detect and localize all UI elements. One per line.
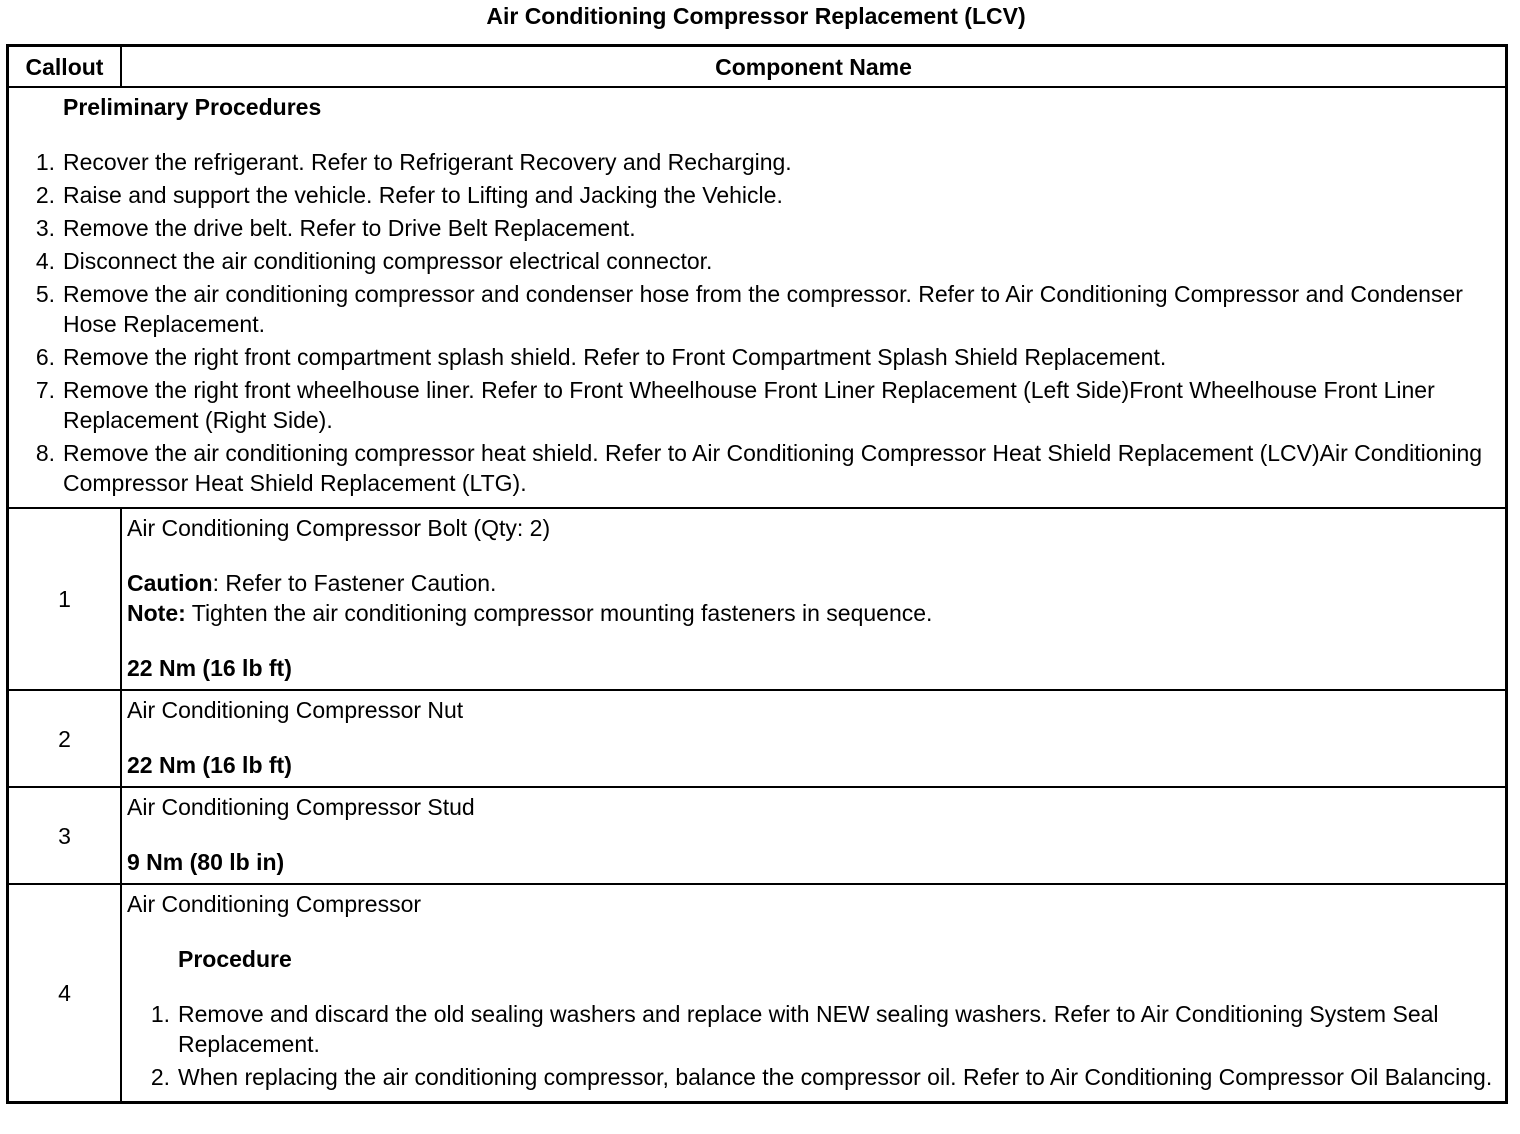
list-item: 2. When replacing the air conditioning compressor, balance the compressor oil. Refer to Air Conditioning Compressor Oil Balancing. [150, 1064, 1493, 1090]
caution-line [127, 568, 1497, 598]
list-item: 8. Remove the air conditioning compressor heat shield. Refer to Air Conditioning Compressor Heat Shield Replacement (LCV)Air Conditioning Compressor Heat Shield Replacement (LTG). [35, 440, 1483, 496]
component-name: Air Conditioning Compressor [127, 891, 422, 917]
callout-cell: 3 [8, 787, 122, 884]
component-name: Air Conditioning Compressor Bolt (Qty: 2) [127, 515, 551, 541]
document-title: Air Conditioning Compressor Replacement (LCV) [486, 3, 1026, 29]
note-text: Tighten the air conditioning compressor mounting fasteners in sequence. [185, 600, 933, 626]
list-item: 6. Remove the right front compartment splash shield. Refer to Front Compartment Splash Shield Replacement. [35, 344, 1167, 370]
caution-label: Caution [127, 570, 213, 596]
list-item: 7. Remove the right front wheelhouse liner. Refer to Front Wheelhouse Front Liner Replacement (Left Side)Front Wheelhouse Front Liner Replacement (Right Side). [35, 377, 1435, 433]
component-name: Air Conditioning Compressor Stud [127, 794, 475, 820]
procedure-title: Procedure [178, 946, 292, 972]
callout-cell: 4 [8, 884, 122, 1103]
component-cell [121, 690, 1507, 787]
list-item: 3. Remove the drive belt. Refer to Drive Belt Replacement. [35, 215, 636, 241]
list-item: 4. Disconnect the air conditioning compressor electrical connector. [35, 248, 713, 274]
list-item: 2. Raise and support the vehicle. Refer to Lifting and Jacking the Vehicle. [35, 182, 783, 208]
torque-spec: 9 Nm (80 lb in) [127, 849, 285, 875]
table-row [8, 884, 1507, 1103]
torque-spec: 22 Nm (16 lb ft) [127, 655, 292, 681]
callout-header: Callout [8, 46, 122, 88]
procedure-steps [127, 999, 1497, 1092]
callout-cell: 2 [8, 690, 122, 787]
component-cell [121, 508, 1507, 690]
preliminary-title: Preliminary Procedures [63, 94, 322, 120]
preliminary-steps [9, 147, 1505, 498]
list-item: 1. Remove and discard the old sealing washers and replace with NEW sealing washers. Refer to Air Conditioning System Seal Replacement. [150, 1001, 1439, 1057]
note-label: Note: [127, 600, 186, 626]
component-name: Air Conditioning Compressor Nut [127, 697, 464, 723]
list-item: 1. Recover the refrigerant. Refer to Refrigerant Recovery and Recharging. [35, 149, 792, 175]
header-row [8, 46, 1507, 88]
table-row [8, 690, 1507, 787]
list-item: 5. Remove the air conditioning compressor and condenser hose from the compressor. Refer to Air Conditioning Compressor and Condenser Hose Replacement. [35, 281, 1463, 337]
note-line [127, 598, 1497, 628]
component-cell [121, 787, 1507, 884]
table-row [8, 508, 1507, 690]
component-name-header: Component Name [121, 46, 1507, 88]
preliminary-cell [8, 87, 1507, 508]
component-cell [121, 884, 1507, 1103]
procedure-table [6, 44, 1508, 1104]
preliminary-row [8, 87, 1507, 508]
caution-text: : Refer to Fastener Caution. [212, 570, 497, 596]
callout-cell: 1 [8, 508, 122, 690]
table-row [8, 787, 1507, 884]
torque-spec: 22 Nm (16 lb ft) [127, 752, 292, 778]
